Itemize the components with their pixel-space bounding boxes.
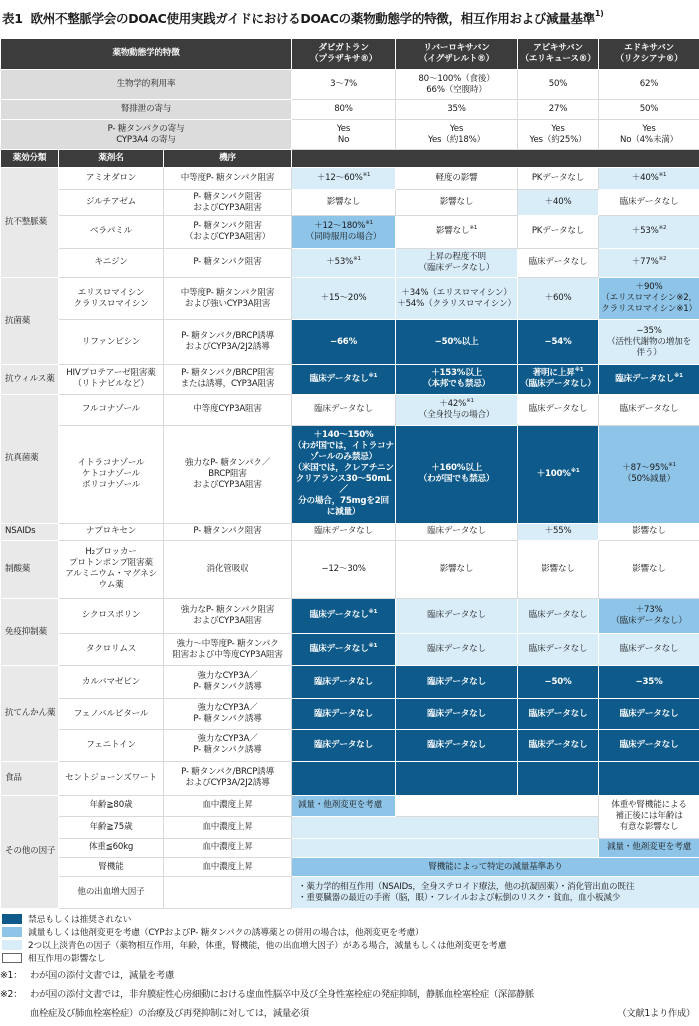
pk-label: P- 糖タンパクの寄与 CYP3A4 の寄与 bbox=[1, 120, 292, 150]
drug-header-rivaroxaban: リバーロキサバン （イグザレルト®） bbox=[396, 39, 518, 70]
interaction-cell bbox=[396, 633, 518, 666]
mechanism: P- 糖タンパク阻害 bbox=[164, 523, 292, 540]
interaction-cell bbox=[599, 168, 699, 190]
mechanism: 強力～中等度P- 糖タンパク 阻害および中等度CYP3A阻害 bbox=[164, 633, 292, 666]
factor-caution-cell bbox=[292, 816, 599, 838]
doac-interaction-table bbox=[0, 38, 699, 909]
footnote-mark bbox=[0, 1004, 30, 1023]
factor-mechanism: 血中濃度上昇 bbox=[164, 795, 292, 816]
footnote-marker: ※1 bbox=[368, 372, 378, 379]
pk-value: 50% bbox=[518, 69, 599, 100]
pk-header: 薬物動態学的特徴 bbox=[1, 39, 292, 70]
interaction-value: ＋77% bbox=[631, 257, 659, 268]
interaction-value: ＋40% bbox=[544, 197, 572, 207]
interaction-value: ＋42% bbox=[439, 398, 467, 409]
interaction-value: −35% bbox=[635, 676, 663, 687]
subheader-blank bbox=[292, 150, 699, 168]
pk-value: Yes No（4%未満） bbox=[599, 120, 699, 150]
factor-reduce-cell: 減量・他剤変更を考慮 bbox=[292, 795, 396, 816]
interaction-cell bbox=[599, 364, 699, 394]
drug-name: ベラパミル bbox=[59, 215, 164, 248]
legend bbox=[0, 912, 699, 964]
interaction-value: ＋140～150% （わが国では，イトラコナ ゾールのみ禁忌） （米国では，クレアチニン クリアランス30～50mL／ 分の場合，75mgを2回 に減量） bbox=[293, 430, 394, 518]
mechanism: 強力なP- 糖タンパク阻害 およびCYP3A阻害 bbox=[164, 598, 292, 633]
table-title-text: 欧州不整脈学会のDOAC使用実践ガイドにおけるDOACの薬物動態学的特徴，相互作用および減量基準 bbox=[30, 11, 595, 26]
interaction-value: 臨床データなし bbox=[309, 610, 369, 621]
drug-name: ジルチアゼム bbox=[59, 190, 164, 215]
factor-label: 腎機能 bbox=[59, 857, 164, 876]
footnote-marker: ※1 bbox=[368, 643, 378, 650]
interaction-value: ＋53% bbox=[631, 226, 659, 237]
footnote-marker: ※1 bbox=[574, 367, 584, 374]
interaction-value: 臨床データなし bbox=[619, 708, 679, 719]
interaction-cell bbox=[518, 761, 599, 795]
interaction-value: 臨床データなし bbox=[528, 739, 588, 750]
interaction-cell bbox=[292, 364, 396, 394]
interaction-value: ＋12～180% bbox=[314, 220, 366, 231]
pk-value: 80% bbox=[292, 100, 396, 120]
interaction-value: −50% bbox=[544, 676, 572, 687]
legend-item bbox=[0, 912, 699, 925]
mechanism: 中等度CYP3A阻害 bbox=[164, 394, 292, 426]
interaction-value: 臨床データなし bbox=[528, 708, 588, 719]
interaction-cell bbox=[599, 394, 699, 426]
footnote-text: 血栓症及び肺血栓塞栓症）の治療及び再発抑制に対しては，減量必須 bbox=[30, 1008, 309, 1019]
interaction-value: ＋60% bbox=[544, 293, 572, 304]
interaction-value: 臨床データなし bbox=[427, 610, 486, 621]
mechanism: 強力なCYP3A／ P- 糖タンパク誘導 bbox=[164, 729, 292, 761]
edoxaban-age-note: 体重や腎機能による 補正後には年齢は 有意な影響なし bbox=[599, 795, 699, 838]
interaction-cell bbox=[518, 699, 599, 730]
interaction-cell bbox=[292, 168, 396, 190]
drug-name: リファンピシン bbox=[59, 320, 164, 364]
factor-mechanism: 血中濃度上昇 bbox=[164, 816, 292, 838]
drug-name: キニジン bbox=[59, 248, 164, 278]
interaction-cell bbox=[292, 426, 396, 523]
interaction-value: 臨床データなし bbox=[309, 373, 369, 384]
interaction-value: 影響なし bbox=[326, 197, 361, 207]
mechanism: 強力なCYP3A／ P- 糖タンパク誘導 bbox=[164, 699, 292, 730]
drug-name: カルバマゼピン bbox=[59, 666, 164, 699]
factor-label: 体重≦60kg bbox=[59, 838, 164, 857]
interaction-value: 影響なし bbox=[541, 563, 575, 574]
interaction-cell bbox=[292, 729, 396, 761]
footnote-marker: ※2 bbox=[658, 256, 667, 263]
mechanism: 消化管吸収 bbox=[164, 540, 292, 598]
category-label: 抗ウィルス薬 bbox=[1, 364, 59, 394]
interaction-cell bbox=[599, 598, 699, 633]
footnote-marker: ※2 bbox=[658, 225, 667, 232]
interaction-cell bbox=[599, 248, 699, 278]
footnote-marker: ※1 bbox=[362, 172, 371, 179]
interaction-cell bbox=[396, 540, 518, 598]
footnote-marker: ※1 bbox=[668, 462, 676, 469]
swatch-reduce bbox=[2, 927, 22, 937]
interaction-cell bbox=[599, 761, 699, 795]
legend-item bbox=[0, 938, 699, 951]
interaction-value: PKデータなし bbox=[531, 226, 585, 237]
interaction-cell bbox=[396, 699, 518, 730]
interaction-cell bbox=[292, 190, 396, 215]
category-label: NSAIDs bbox=[1, 523, 59, 540]
legend-text: 減量もしくは他剤変更を考慮（CYPおよびP- 糖タンパクの誘導薬との併用の場合は，他剤変更を考慮） bbox=[28, 928, 424, 938]
pk-label: 腎排泄の寄与 bbox=[1, 100, 292, 120]
interaction-value: ＋15～20% bbox=[320, 293, 367, 304]
footnote-marker: ※1 bbox=[570, 468, 580, 475]
interaction-value: ＋160%以上 （わが国でも禁忌） bbox=[418, 463, 495, 485]
footnote-mark: ※1： bbox=[0, 970, 23, 981]
interaction-cell bbox=[518, 278, 599, 320]
mechanism: P- 糖タンパク阻害 （およびCYP3A阻害） bbox=[164, 215, 292, 248]
factor-mechanism-blank bbox=[164, 877, 292, 909]
drug-name: フェノバルビタール bbox=[59, 699, 164, 730]
bleeding-factors-cell bbox=[292, 877, 699, 909]
footnote-marker: ※1 bbox=[353, 256, 361, 263]
interaction-cell bbox=[599, 633, 699, 666]
interaction-cell bbox=[599, 729, 699, 761]
interaction-value: 臨床データなし bbox=[427, 739, 486, 750]
footnote-text: わが国の添付文書では，非弁膜症性心房細動における虚血性脳卒中及び全身性塞栓症の発症抑制，静脈血栓塞栓症（深部静脈 bbox=[30, 989, 534, 1000]
pk-value: 50% bbox=[599, 100, 699, 120]
footnote-text: わが国の添付文書では，減量を考慮 bbox=[30, 970, 174, 981]
factor-renal-cell: 腎機能によって特定の減量基準あり bbox=[292, 857, 699, 876]
mechanism: P- 糖タンパク/BRCP誘導 およびCYP3A/2J2誘導 bbox=[164, 320, 292, 364]
interaction-value: ＋153%以上 （本邦でも禁忌） bbox=[422, 368, 491, 390]
interaction-cell bbox=[292, 215, 396, 248]
interaction-cell bbox=[396, 364, 518, 394]
interaction-value: ＋55% bbox=[544, 526, 572, 537]
interaction-cell bbox=[518, 598, 599, 633]
interaction-cell bbox=[292, 666, 396, 699]
interaction-cell bbox=[599, 320, 699, 364]
interaction-cell bbox=[518, 364, 599, 394]
interaction-cell bbox=[599, 699, 699, 730]
interaction-cell bbox=[396, 168, 518, 190]
mechanism: P- 糖タンパク/BRCP阻害 または誘導，CYP3A阻害 bbox=[164, 364, 292, 394]
drug-name: セントジョーンズワート bbox=[59, 761, 164, 795]
interaction-value: ＋90% （エリスロマイシン※2， クラリスロマイシン※1） bbox=[601, 282, 697, 315]
interaction-value: −66% bbox=[330, 336, 358, 347]
interaction-cell bbox=[396, 394, 518, 426]
mechanism: P- 糖タンパク阻害 およびCYP3A阻害 bbox=[164, 190, 292, 215]
interaction-value: 臨床データなし bbox=[528, 644, 588, 655]
factor-mechanism: 血中濃度上昇 bbox=[164, 838, 292, 857]
interaction-cell bbox=[518, 426, 599, 523]
footnote bbox=[0, 985, 699, 1004]
interaction-cell bbox=[599, 426, 699, 523]
interaction-value: 軽度の影響 bbox=[435, 173, 478, 184]
footnote-marker: ※1 bbox=[658, 172, 667, 179]
legend-item bbox=[0, 951, 699, 964]
interaction-value: 上昇の程度不明 （臨床データなし） bbox=[418, 251, 495, 273]
category-label: 制酸薬 bbox=[1, 540, 59, 598]
category-label: 免疫抑制薬 bbox=[1, 598, 59, 666]
swatch-no-effect bbox=[2, 953, 22, 963]
interaction-cell bbox=[396, 666, 518, 699]
category-label: 抗不整脈薬 bbox=[1, 168, 59, 278]
drug-name: アミオダロン bbox=[59, 168, 164, 190]
interaction-cell bbox=[396, 761, 518, 795]
legend-text: 2つ以上淡青色の因子（薬物相互作用，年齢，体重，腎機能，他の出血増大因子）がある場合，減量もしくは他剤変更を考慮 bbox=[28, 941, 507, 951]
interaction-value: ＋34%（エリスロマイシン） ＋54%（クラリスロマイシン） bbox=[397, 287, 516, 309]
factor-reduce-cell: 減量・他剤変更を考慮 bbox=[599, 838, 699, 857]
factor-mechanism: 血中濃度上昇 bbox=[164, 857, 292, 876]
pk-value: Yes Yes（約18%） bbox=[396, 120, 518, 150]
interaction-cell bbox=[292, 699, 396, 730]
interaction-value: 臨床データなし bbox=[619, 197, 679, 207]
footnote-marker: ※1 bbox=[674, 372, 683, 379]
category-label: 抗菌薬 bbox=[1, 278, 59, 365]
interaction-cell bbox=[396, 729, 518, 761]
interaction-value-detail: （50%減量） bbox=[622, 474, 676, 485]
interaction-value: 臨床データなし bbox=[314, 404, 373, 415]
interaction-value: ＋40% bbox=[631, 173, 659, 184]
interaction-value: 影響なし bbox=[632, 526, 666, 537]
interaction-cell bbox=[518, 320, 599, 364]
drug-name: イトラコナゾール ケトコナゾール ボリコナゾール bbox=[59, 426, 164, 523]
drug-name: ナプロキセン bbox=[59, 523, 164, 540]
interaction-value: −54% bbox=[544, 336, 572, 347]
legend-item bbox=[0, 925, 699, 938]
legend-text: 禁忌もしくは推奨されない bbox=[28, 915, 132, 925]
pk-value: 62% bbox=[599, 69, 699, 100]
footnote-marker: ※1 bbox=[365, 219, 373, 226]
interaction-value: 臨床データなし bbox=[619, 644, 679, 655]
drug-name: タクロリムス bbox=[59, 633, 164, 666]
factor-label: 他の出血増大因子 bbox=[59, 877, 164, 909]
interaction-cell bbox=[292, 523, 396, 540]
pk-value: 35% bbox=[396, 100, 518, 120]
bleeding-factors-line: ・重要臓器の最近の手術（脳，眼）・フレイルおよび転倒のリスク・貧血，血小板減少 bbox=[298, 892, 621, 903]
interaction-cell bbox=[396, 215, 518, 248]
interaction-value: 影響なし bbox=[435, 226, 470, 237]
footnote bbox=[0, 966, 699, 985]
interaction-value: 臨床データなし bbox=[314, 526, 373, 537]
mechanism: P- 糖タンパク/BRCP誘導 およびCYP3A/2J2誘導 bbox=[164, 761, 292, 795]
interaction-cell bbox=[518, 190, 599, 215]
footnotes bbox=[0, 966, 699, 1023]
drug-header-apixaban: アピキサバン （エリキュース®） bbox=[518, 39, 599, 70]
category-label: 抗てんかん薬 bbox=[1, 666, 59, 761]
interaction-value: 臨床データなし bbox=[619, 739, 679, 750]
category-label: その他の因子 bbox=[1, 795, 59, 908]
category-label: 食品 bbox=[1, 761, 59, 795]
interaction-value: −35% （活性代謝物の増加を 伴う） bbox=[607, 325, 691, 358]
interaction-value: −50%以上 bbox=[434, 336, 479, 347]
interaction-cell bbox=[292, 278, 396, 320]
interaction-cell bbox=[518, 248, 599, 278]
interaction-cell bbox=[518, 666, 599, 699]
interaction-value: 臨床データなし bbox=[528, 610, 588, 621]
interaction-cell bbox=[599, 190, 699, 215]
interaction-cell bbox=[396, 190, 518, 215]
interaction-cell bbox=[599, 666, 699, 699]
interaction-value: ＋73% （臨床データなし） bbox=[611, 604, 687, 626]
mechanism: 強力なP- 糖タンパク／ BRCP阻害 およびCYP3A阻害 bbox=[164, 426, 292, 523]
interaction-cell bbox=[396, 248, 518, 278]
interaction-cell bbox=[518, 633, 599, 666]
pk-label: 生物学的利用率 bbox=[1, 69, 292, 100]
factor-caution-cell bbox=[292, 838, 599, 857]
drug-name-header: 薬剤名 bbox=[59, 150, 164, 168]
drug-name: H₂ブロッカー プロトンポンプ阻害薬 アルミニウム・マグネシ ウム薬 bbox=[59, 540, 164, 598]
mechanism: P- 糖タンパク阻害 bbox=[164, 248, 292, 278]
interaction-value: 臨床データなし bbox=[528, 257, 588, 268]
footnote-marker: ※1 bbox=[466, 398, 474, 405]
swatch-caution bbox=[2, 940, 22, 950]
interaction-value: ＋87～95% bbox=[622, 463, 669, 474]
interaction-value: 影響なし bbox=[439, 197, 474, 207]
footnote bbox=[0, 1004, 699, 1023]
interaction-value: 影響なし bbox=[439, 563, 474, 574]
pk-value: Yes No bbox=[292, 120, 396, 150]
interaction-value: 臨床データなし bbox=[427, 708, 486, 719]
interaction-cell bbox=[292, 540, 396, 598]
pk-value: 27% bbox=[518, 100, 599, 120]
title-reference: 1) bbox=[594, 9, 604, 18]
interaction-cell bbox=[292, 598, 396, 633]
drug-header-edoxaban: エドキサバン （リクシアナ®） bbox=[599, 39, 699, 70]
drug-name: フェニトイン bbox=[59, 729, 164, 761]
interaction-value: 臨床データなし bbox=[314, 676, 373, 687]
interaction-cell bbox=[292, 633, 396, 666]
table-title bbox=[0, 0, 699, 38]
pk-value: 3～7% bbox=[292, 69, 396, 100]
interaction-cell bbox=[518, 523, 599, 540]
interaction-value: PKデータなし bbox=[531, 173, 585, 184]
drug-name: HIVプロテアーゼ阻害薬 （リトナビルなど） bbox=[59, 364, 164, 394]
interaction-cell bbox=[599, 523, 699, 540]
mechanism: 中等度P- 糖タンパク阻害 および強いCYP3A阻害 bbox=[164, 278, 292, 320]
interaction-cell bbox=[518, 168, 599, 190]
interaction-value: 臨床データなし bbox=[619, 404, 679, 415]
factor-label: 年齢≧75歳 bbox=[59, 816, 164, 838]
interaction-value: 臨床データなし bbox=[427, 526, 486, 537]
interaction-value: 影響なし bbox=[632, 563, 666, 574]
factor-label: 年齢≧80歳 bbox=[59, 795, 164, 816]
mechanism: 強力なCYP3A／ P- 糖タンパク誘導 bbox=[164, 666, 292, 699]
interaction-cell bbox=[292, 320, 396, 364]
interaction-cell bbox=[599, 215, 699, 248]
drug-name: シクロスポリン bbox=[59, 598, 164, 633]
interaction-value: ＋53% bbox=[326, 257, 354, 268]
footnote-mark: ※2： bbox=[0, 989, 23, 1000]
interaction-cell bbox=[396, 523, 518, 540]
footnote-marker: ※1 bbox=[368, 609, 378, 616]
category-label: 抗真菌薬 bbox=[1, 394, 59, 523]
interaction-cell bbox=[518, 394, 599, 426]
interaction-value-detail: （全身投与の場合） bbox=[418, 409, 495, 420]
interaction-value: 臨床データなし bbox=[314, 708, 373, 719]
interaction-cell bbox=[396, 598, 518, 633]
source-citation: （文献1より作成） bbox=[617, 1008, 695, 1019]
mechanism-header: 機序 bbox=[164, 150, 292, 168]
interaction-value: 臨床データなし bbox=[427, 676, 486, 687]
pk-value: 80～100%（食後） 66%（空腹時） bbox=[396, 69, 518, 100]
interaction-cell bbox=[518, 729, 599, 761]
drug-header-dabigatran: ダビガトラン （プラザキサ®） bbox=[292, 39, 396, 70]
interaction-value: ＋12～60% bbox=[316, 173, 363, 184]
interaction-cell bbox=[599, 540, 699, 598]
interaction-value: 臨床データなし bbox=[309, 644, 369, 655]
table-number: 表1 bbox=[2, 11, 23, 26]
interaction-cell bbox=[396, 278, 518, 320]
bleeding-factors-line: ・薬力学的相互作用（NSAIDs，全身ステロイド療法，他の抗凝固薬）・消化管出血の既往 bbox=[298, 881, 635, 892]
interaction-value: 臨床データなし bbox=[528, 404, 588, 415]
interaction-cell bbox=[396, 426, 518, 523]
interaction-cell bbox=[599, 278, 699, 320]
interaction-value: 臨床データなし bbox=[615, 373, 675, 384]
interaction-cell bbox=[292, 761, 396, 795]
pk-value: Yes Yes（約25%） bbox=[518, 120, 599, 150]
interaction-value: 著明に上昇 bbox=[532, 368, 575, 379]
interaction-value: 臨床データなし bbox=[427, 644, 486, 655]
interaction-cell bbox=[292, 394, 396, 426]
legend-text: 相互作用の影響なし bbox=[28, 954, 106, 964]
interaction-cell bbox=[518, 215, 599, 248]
mechanism: 中等度P- 糖タンパク阻害 bbox=[164, 168, 292, 190]
interaction-cell bbox=[292, 248, 396, 278]
category-header: 薬効分類 bbox=[1, 150, 59, 168]
drug-name: エリスロマイシン クラリスロマイシン bbox=[59, 278, 164, 320]
swatch-contraindicated bbox=[2, 914, 22, 924]
factor-blank-cell bbox=[396, 795, 599, 816]
interaction-value-detail: （臨床データなし） bbox=[520, 379, 596, 390]
drug-name: フルコナゾール bbox=[59, 394, 164, 426]
interaction-cell bbox=[518, 540, 599, 598]
interaction-value: ＋100% bbox=[536, 468, 571, 479]
footnote-marker: ※1 bbox=[469, 225, 478, 232]
interaction-value: 臨床データなし bbox=[314, 739, 373, 750]
interaction-cell bbox=[396, 320, 518, 364]
interaction-value: −12～30% bbox=[321, 563, 366, 574]
interaction-value-detail: （同時服用の場合） bbox=[305, 231, 382, 242]
